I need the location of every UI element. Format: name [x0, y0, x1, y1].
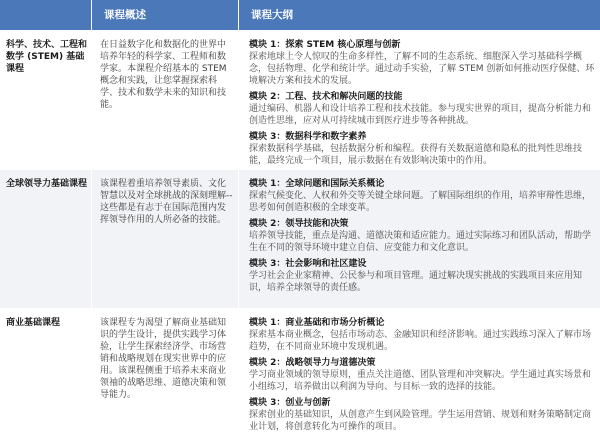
module-description: 培养领导技能，重点是沟通、道德决策和适应能力。通过实际练习和团队活动，帮助学生在不同的领导环境中建立自信、应变能力和文化意识。 [249, 231, 592, 253]
module-title: 模块 3：社会影响和社区建设 [249, 259, 367, 269]
course-overview: 该课程专为渴望了解商业基础知识的学生设计，提供实践学习体验，让学生探索经济学、市场营销和战略规划在现实世界中的应用。该课程侧重于培养未来商业领袖的战略思维、道德决策和领导能力。 [92, 309, 238, 435]
module-title: 模块 1：探索 STEM 核心原理与创新 [249, 40, 401, 50]
module-title: 模块 3：创业与创新 [249, 398, 331, 408]
module-title: 模块 3：数据科学和数字素养 [249, 132, 367, 142]
module-title: 模块 2：领导技能和决策 [249, 219, 349, 229]
course-outline [239, 31, 600, 169]
module-description: 探索气候变化、人权和外交等关键全球问题。了解国际组织的作用，培养审辩性思维，思考如何创造积极的全球变革。 [249, 191, 592, 213]
course-outline [239, 170, 600, 308]
course-overview: 该课程着重培养领导素质、文化智慧以及对全球挑战的深刻理解--这些都是有志于在国际范围内发挥领导作用的人所必备的技能。 [92, 170, 238, 308]
module-description: 探索基本商业概念，包括市场动态、金融知识和经济影响。通过实践练习深入了解市场趋势，在不同商业环境中发现机遇。 [249, 330, 592, 352]
module-description: 学习商业领域的领导原则，重点关注道德、团队管理和冲突解决。学生通过真实场景和小组练习，培养做出以利润为导向、与目标一致的选择的技能。 [249, 370, 592, 392]
course-outline [239, 309, 600, 435]
course-name: 科学、技术、工程和数学 (STEM) 基础课程 [0, 31, 91, 169]
course-overview: 在日益数字化和数据化的世界中培养年轻的科学家、工程师和数学家。本课程介绍基本的 STEM 概念和实践，让您掌握探索科学、技术和数学未来的知识和技能。 [92, 31, 238, 169]
header-outline: 课程大纲 [239, 0, 600, 30]
course-row-stem [0, 31, 600, 169]
course-name: 全球领导力基础课程 [0, 170, 91, 308]
module-description: 学习社会企业家精神、公民参与和项目管理。通过解决现实挑战的实践项目来应用知识，培养全球领导的责任感。 [249, 271, 583, 293]
module-description: 通过编码、机器人和设计培养工程和技术技能。参与现实世界的项目，提高分析能力和创造性思维，应对从可持续城市到医疗进步等各种挑战。 [249, 104, 592, 126]
module-title: 模块 1：商业基础和市场分析概论 [249, 318, 385, 328]
header-overview: 课程概述 [92, 0, 238, 30]
course-name: 商业基础课程 [0, 309, 91, 435]
course-row-business [0, 309, 600, 435]
module-title: 模块 1：全球问题和国际关系概论 [249, 179, 385, 189]
course-row-global-leadership [0, 170, 600, 308]
module-description: 探索地球上令人惊叹的生命多样性，了解不同的生态系统、细胞深入学习基础科学概念，包括物理、化学和统计学。通过动手实验，了解 STEM 创新如何推动医疗保健、环境解决方案和技术的发展。 [249, 52, 595, 86]
module-description: 探索创业的基础知识，从创意产生到风险管理。学生运用营销、规划和财务策略制定商业计划，将创意转化为可操作的项目。 [249, 410, 592, 432]
header-course-name [0, 0, 91, 30]
module-description: 探索数据科学基础，包括数据分析和编程。获得有关数据道德和隐私的批判性思维技能，最终完成一个项目，展示数据在有效影响决策中的作用。 [249, 144, 583, 166]
module-title: 模块 2：工程、技术和解决问题的技能 [249, 92, 403, 102]
module-title: 模块 2：战略领导力与道德决策 [249, 358, 376, 368]
